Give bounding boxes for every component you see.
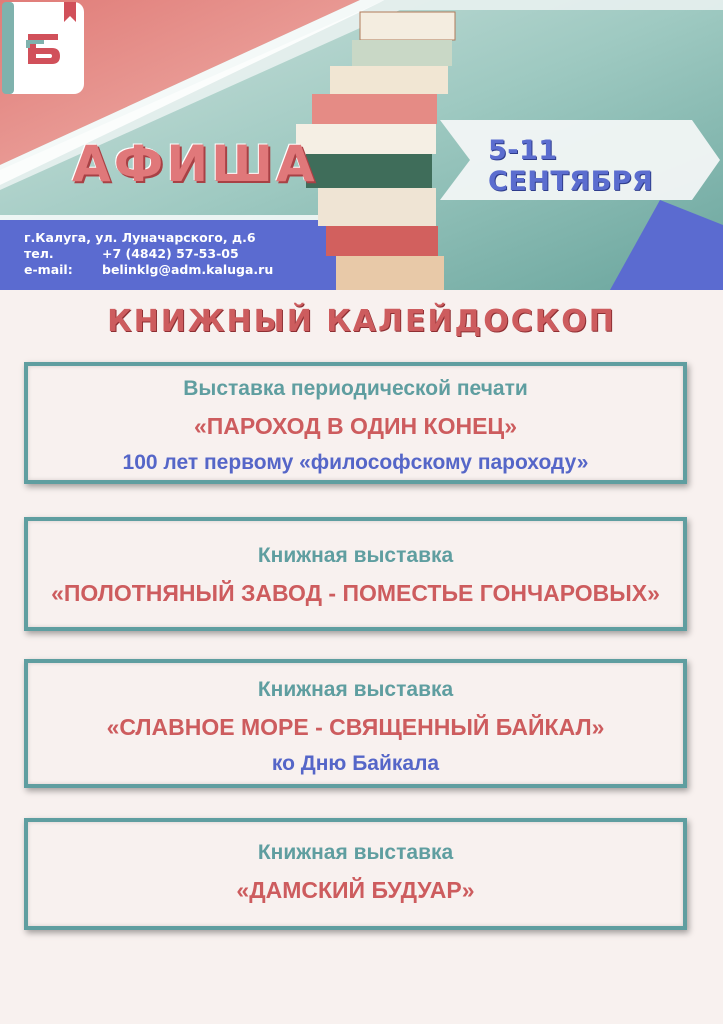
event-subtitle: ко Дню Байкала [271,752,440,775]
event-subtitle: 100 лет первому «философскому пароходу» [122,451,589,474]
phone-line [24,246,364,262]
event-name: «СЛАВНОЕ МОРЕ - СВЯЩЕННЫЙ БАЙКАЛ» [106,714,605,740]
email-address: belinklg@adm.kaluga.ru [102,262,274,277]
date-range: 5-11 СЕНТЯБРЯ [488,135,654,197]
email-line [24,262,364,278]
header-banner [0,0,723,290]
contact-block [24,230,364,278]
event-card [24,517,687,631]
event-name: «ПАРОХОД В ОДИН КОНЕЦ» [193,413,518,439]
event-type: Книжная выставка [257,841,454,864]
phone-number: +7 (4842) 57-53-05 [102,246,239,261]
event-name: «ПОЛОТНЯНЫЙ ЗАВОД - ПОМЕСТЬЕ ГОНЧАРОВЫХ» [51,580,660,606]
section-title: КНИЖНЫЙ КАЛЕЙДОСКОП [107,304,616,339]
event-card [24,818,687,930]
phone-label: тел. [24,246,54,261]
address-line: г.Калуга, ул. Луначарского, д.6 [24,230,256,245]
event-card [24,362,687,484]
event-name: «ДАМСКИЙ БУДУАР» [236,877,475,903]
poster-title: АФИША [72,135,318,193]
event-card [24,659,687,788]
event-type: Выставка периодической печати [183,377,528,400]
event-type: Книжная выставка [257,544,454,567]
library-logo-icon [0,0,86,96]
event-type: Книжная выставка [257,678,454,701]
email-label: e-mail: [24,262,73,277]
